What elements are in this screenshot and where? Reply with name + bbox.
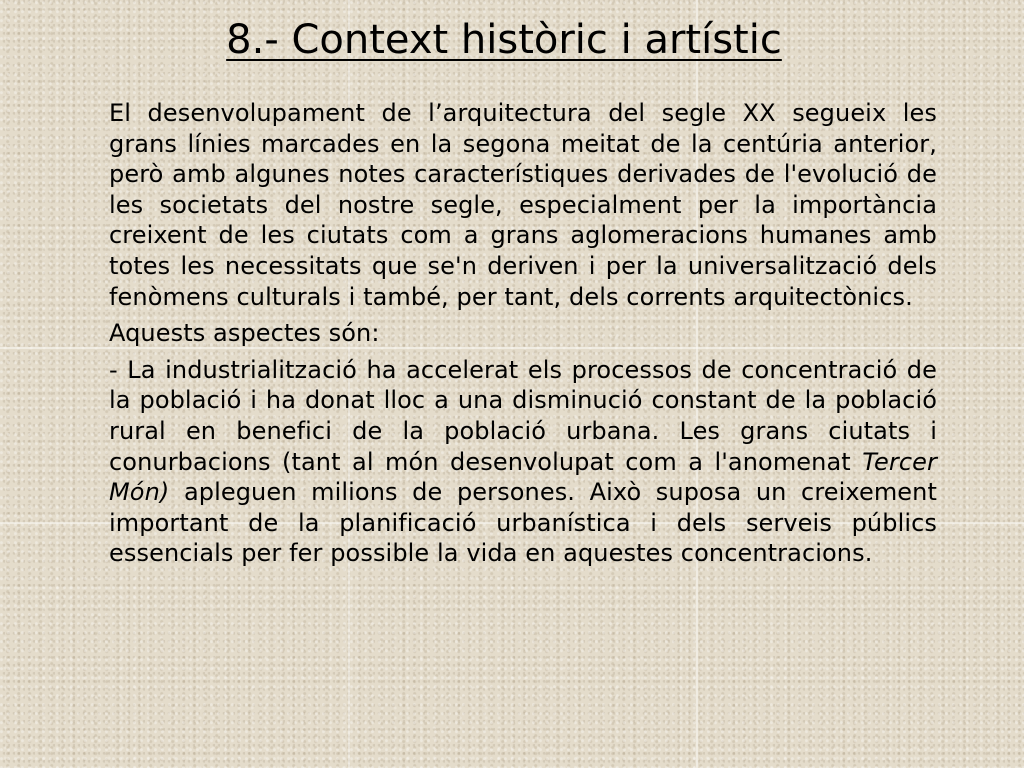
slide-title: [0, 14, 1008, 66]
paragraph-industrialization-text-end: apleguen milions de persones. Això suposa un creixement important de la planificació urbanística i dels serveis públics essencials per fer possible la vida en aquestes concentracions.: [109, 478, 937, 568]
paragraph-industrialization-text: - La industrialització ha accelerat els processos de concentració de la població i ha donat lloc a una disminució constant de la població rural en benefici de la població urbana. Les grans ciutats i conurbacions (tant al món desenvolupat com a l'anomenat: [109, 355, 937, 476]
slide-title-text: 8.- Context històric i artístic: [226, 17, 782, 63]
paragraph-industrialization-italic: Tercer Món): [109, 447, 937, 507]
paragraph-intro: El desenvolupament de l’arquitectura del segle XX segueix les grans línies marcades en la segona meitat de la centúria anterior, però amb algunes notes característiques derivades de l'evolució de les societats del nostre segle, especialment per la importància creixent de les ciutats com a grans aglomeracions humanes amb totes les necessitats que se'n deriven i per la universalització dels fenòmens culturals i també, per tant, dels corrents arquitectònics.: [109, 99, 937, 311]
paragraph-aspects-heading: Aquests aspectes són:: [109, 319, 380, 348]
slide-body: [109, 98, 937, 575]
paragraph-industrialization: [109, 355, 937, 569]
